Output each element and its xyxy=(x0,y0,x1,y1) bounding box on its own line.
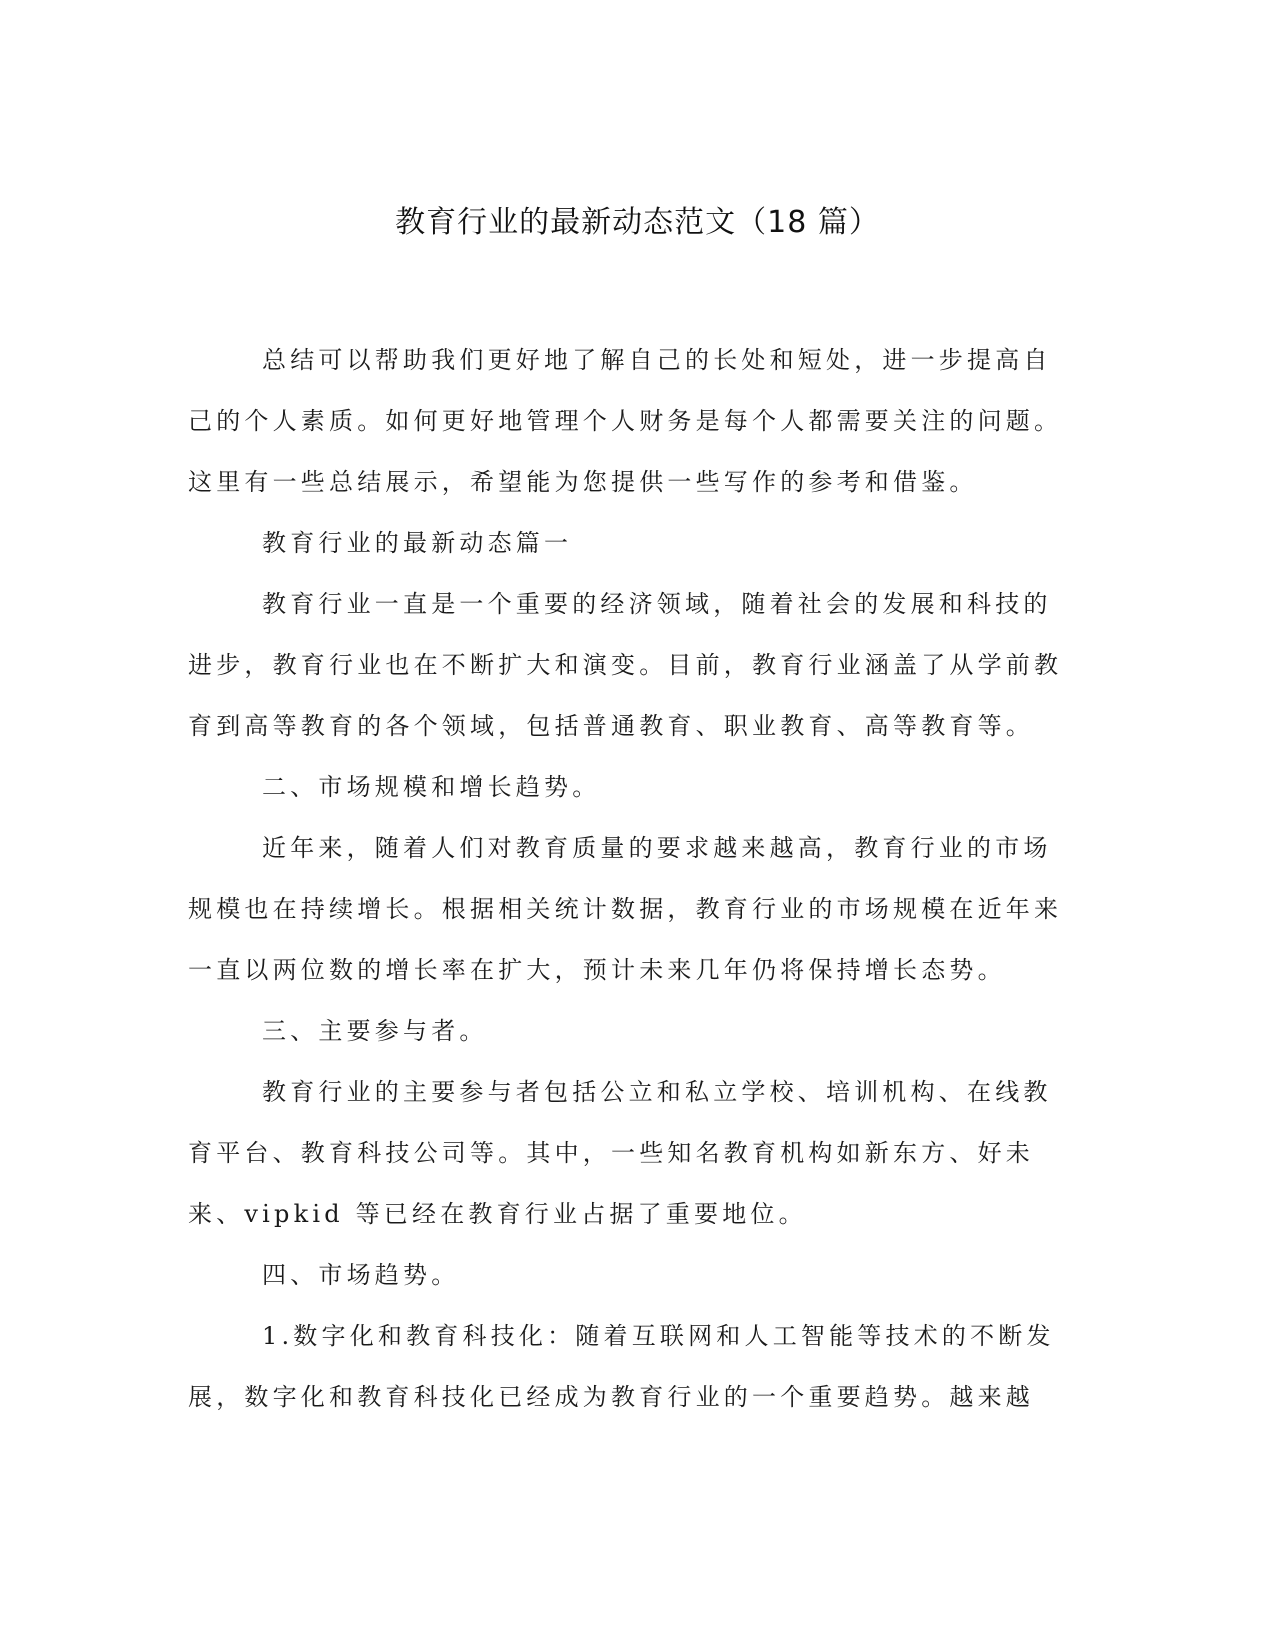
digitalization-paragraph: 1.数字化和教育科技化：随着互联网和人工智能等技术的不断发展，数字化和教育科技化已经成为教育行业的一个重要趋势。越来越 xyxy=(188,1322,1055,1411)
participants-paragraph: 教育行业的主要参与者包括公立和私立学校、培训机构、在线教育平台、教育科技公司等。其中，一些知名教育机构如新东方、好未来、vipkid 等已经在教育行业占据了重要地位。 xyxy=(188,1078,1052,1228)
document-title: 教育行业的最新动态范文（18 篇） xyxy=(395,205,880,240)
section-heading-market-trends: 四、市场趋势。 xyxy=(262,1261,460,1289)
section-heading-market-size: 二、市场规模和增长趋势。 xyxy=(262,773,601,801)
industry-overview-paragraph: 教育行业一直是一个重要的经济领域，随着社会的发展和科技的进步，教育行业也在不断扩大和演变。目前，教育行业涵盖了从学前教育到高等教育的各个领域，包括普通教育、职业教育、高等教育等。 xyxy=(188,590,1063,740)
market-size-paragraph: 近年来，随着人们对教育质量的要求越来越高，教育行业的市场规模也在持续增长。根据相关统计数据，教育行业的市场规模在近年来一直以两位数的增长率在扩大，预计未来几年仍将保持增长态势。 xyxy=(188,834,1063,984)
section-heading-participants: 三、主要参与者。 xyxy=(262,1017,488,1045)
section-heading-part-one: 教育行业的最新动态篇一 xyxy=(262,529,573,557)
intro-paragraph: 总结可以帮助我们更好地了解自己的长处和短处，进一步提高自己的个人素质。如何更好地管理个人财务是每个人都需要关注的问题。这里有一些总结展示，希望能为您提供一些写作的参考和借鉴。 xyxy=(188,346,1063,496)
document-body xyxy=(188,330,1068,1428)
